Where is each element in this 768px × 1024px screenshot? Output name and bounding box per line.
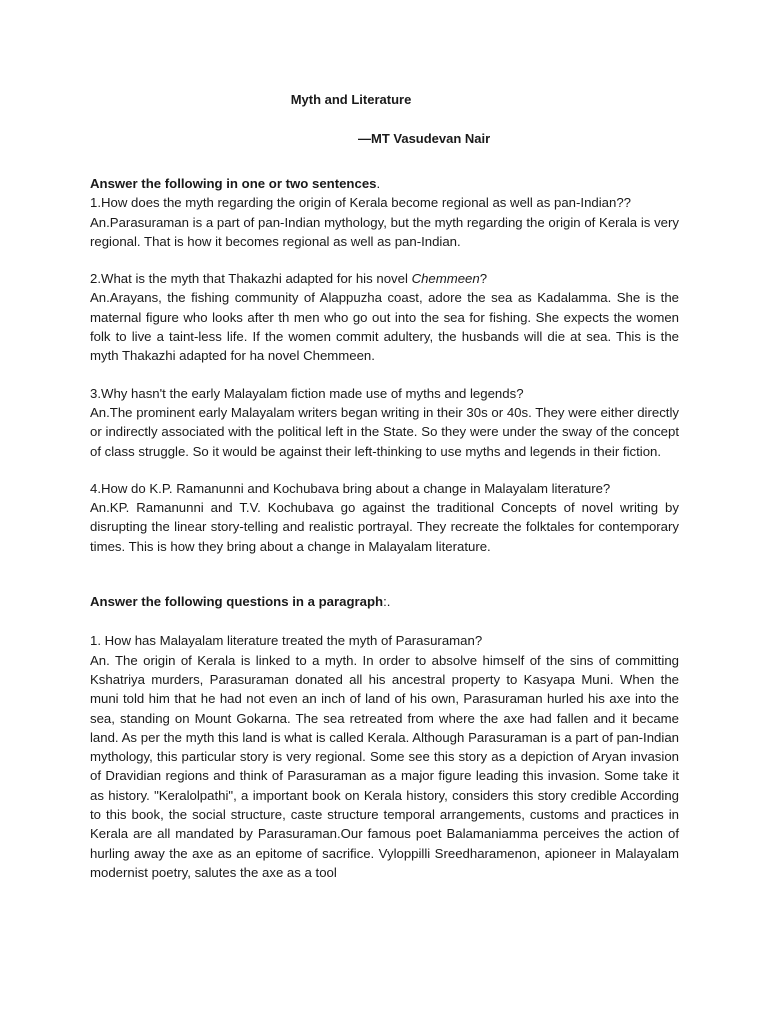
question-2 [90, 269, 679, 288]
section-heading-text: Answer the following questions in a paragraph [90, 594, 384, 610]
section-heading-text: Answer the following in one or two sentences [90, 176, 377, 191]
paragraph-question-1: 1. How has Malayalam literature treated the myth of Parasuraman? [90, 633, 483, 649]
question-4: 4.How do K.P. Ramanunni and Kochubava bring about a change in Malayalam literature? [90, 480, 611, 496]
question-2-suffix: ? [479, 271, 488, 287]
question-1: 1.How does the myth regarding the origin of Kerala become regional as well as pan-Indian?? [90, 195, 632, 211]
document-page [90, 90, 679, 882]
question-2-text: 2.What is the myth that Thakazhi adapted for his novel [90, 271, 412, 287]
section-heading-short-answers [90, 174, 679, 193]
answer-2: An.Arayans, the fishing community of Alappuzha coast, adore the sea as Kadalamma. She is the maternal figure who looks after th men who go out into the sea for fishing. She expects the women folk to live a taint-less life. If the women commit adultery, the husbands will die at sea. This is the myth Thakazhi adapted for ha novel Chemmeen. [90, 290, 679, 364]
section-heading-paragraph-answers [90, 592, 679, 611]
answer-4: An.KP. Ramanunni and T.V. Kochubava go against the traditional Concepts of novel writing by disrupting the linear story-telling and realistic portrayal. They recreate the folktales for contemporary times. This is how they bring about a change in Malayalam literature. [90, 500, 679, 554]
document-title: Myth and Literature [290, 92, 412, 107]
qa-item-4 [90, 479, 679, 556]
document-author: —MT Vasudevan Nair [358, 131, 491, 146]
answer-3: An.The prominent early Malayalam writers began writing in their 30s or 40s. They were either directly or indirectly associated with the political left in the State. So they were under the sway of the concept of class struggle. So it would be against their left-thinking to use myths and legends in their fiction. [90, 404, 679, 459]
qa-item-3 [90, 384, 679, 461]
section-heading-tail: . [376, 176, 381, 191]
question-3: 3.Why hasn't the early Malayalam fiction made use of myths and legends? [90, 385, 524, 401]
section-heading-tail: :. [383, 594, 391, 610]
paragraph-answer-1: An. The origin of Kerala is linked to a myth. In order to absolve himself of the sins of committing Kshatriya murders, Parasuraman donated all his ancestral property to Kasyapa Muni. When the muni told him that he had not even an inch of land of his own, Parasuraman hurled his axe into the sea, standing on Mount Gokarna. The sea retreated from where the axe had fallen and it became land. As per the myth this land is what is called Kerala. Although Parasuraman is a part of pan-Indian mythology, this particular story is very regional. Some see this story as a depiction of Aryan invasion of Dravidian regions and think of Parasuraman as a major figure leading this invasion. Some take it as history. "Keralolpathi", a important book on Kerala history, considers this story credible According to this book, the social structure, caste structure temporal arrangements, customs and practices in Kerala are all mandated by Parasuraman.Our famous poet Balamaniamma perceives the action of hurling away the axe as an epitome of sacrifice. Vyloppilli Sreedharamenon, apioneer in Malayalam modernist poetry, salutes the axe as a tool [90, 652, 679, 880]
paragraph-qa-item-1 [90, 631, 679, 882]
answer-1: An.Parasuraman is a part of pan-Indian mythology, but the myth regarding the origin of Kerala is very regional. That is how it becomes regional as well as pan-Indian. [90, 214, 679, 249]
qa-item-1 [90, 193, 679, 251]
question-2-novel-title: Chemmeen [411, 271, 480, 287]
qa-item-2 [90, 269, 679, 365]
